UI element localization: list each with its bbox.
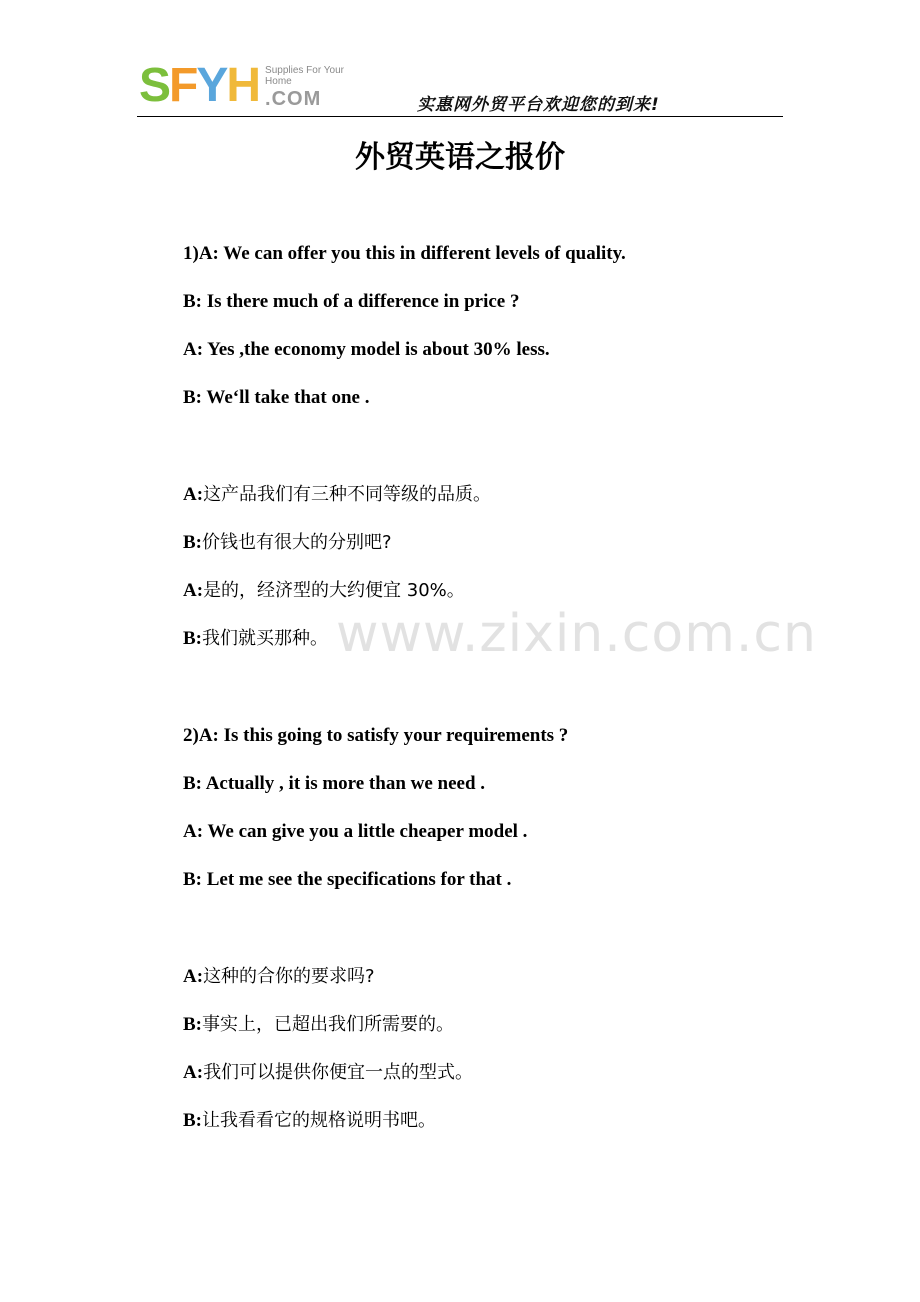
dialogue-line [183, 627, 328, 651]
logo-wordmark [139, 59, 260, 112]
speaker-label: B: [183, 1014, 202, 1035]
sfyh-logo [139, 59, 355, 112]
speaker-label: B: [183, 1110, 202, 1131]
dialogue-line: B: We‘ll take that one . [183, 387, 370, 408]
dialogue-line [183, 1061, 473, 1085]
speaker-label: A: [183, 484, 204, 505]
dialogue-line [183, 483, 491, 507]
site-watermark: www.zixin.com.cn [336, 604, 817, 664]
speaker-label: A: [183, 580, 204, 601]
dialogue-line: A: We can give you a little cheaper model . [183, 821, 528, 842]
header-divider [137, 116, 783, 117]
speaker-label: B: [183, 628, 202, 649]
logo-domain: .COM [265, 88, 322, 110]
dialogue-text: 事实上，已超出我们所需要的。 [202, 1014, 454, 1035]
dialogue-line [183, 579, 465, 603]
speaker-label: A: [183, 1062, 204, 1083]
dialogue-line: B: Actually , it is more than we need . [183, 773, 486, 794]
logo-letter-y: Y [196, 59, 227, 112]
dialogue-line [183, 1013, 454, 1037]
page-title: 外贸英语之报价 [355, 140, 565, 175]
dialogue-line [183, 1109, 436, 1133]
dialogue-line: 2)A: Is this going to satisfy your requirements ? [183, 725, 569, 746]
dialogue-text: 价钱也有很大的分别吧? [202, 532, 392, 553]
dialogue-line: B: Is there much of a difference in price ? [183, 291, 520, 312]
logo-letter-f: F [169, 59, 197, 112]
dialogue-line: 1)A: We can offer you this in different levels of quality. [183, 243, 626, 264]
dialogue-line: A: Yes ,the economy model is about 30% less. [183, 339, 550, 360]
speaker-label: A: [183, 966, 204, 987]
header-slogan: 实惠网外贸平台欢迎您的到来! [417, 95, 660, 115]
speaker-label: B: [183, 532, 202, 553]
logo-letter-h: H [226, 59, 260, 112]
dialogue-text: 让我看看它的规格说明书吧。 [202, 1110, 436, 1131]
dialogue-line [183, 965, 375, 989]
dialogue-line [183, 531, 392, 555]
dialogue-text: 我们可以提供你便宜一点的型式。 [203, 1062, 474, 1083]
page-header [137, 59, 783, 116]
logo-letter-s: S [139, 59, 170, 112]
dialogue-text: 这产品我们有三种不同等级的品质。 [203, 484, 492, 505]
dialogue-text: 我们就买那种。 [202, 628, 328, 649]
logo-side [265, 62, 355, 110]
dialogue-line: B: Let me see the specifications for that . [183, 869, 512, 890]
dialogue-text: 是的，经济型的大约便宜 30%。 [203, 580, 465, 601]
dialogue-text: 这种的合你的要求吗? [203, 966, 375, 987]
logo-tagline: Supplies For Your Home [265, 65, 344, 87]
